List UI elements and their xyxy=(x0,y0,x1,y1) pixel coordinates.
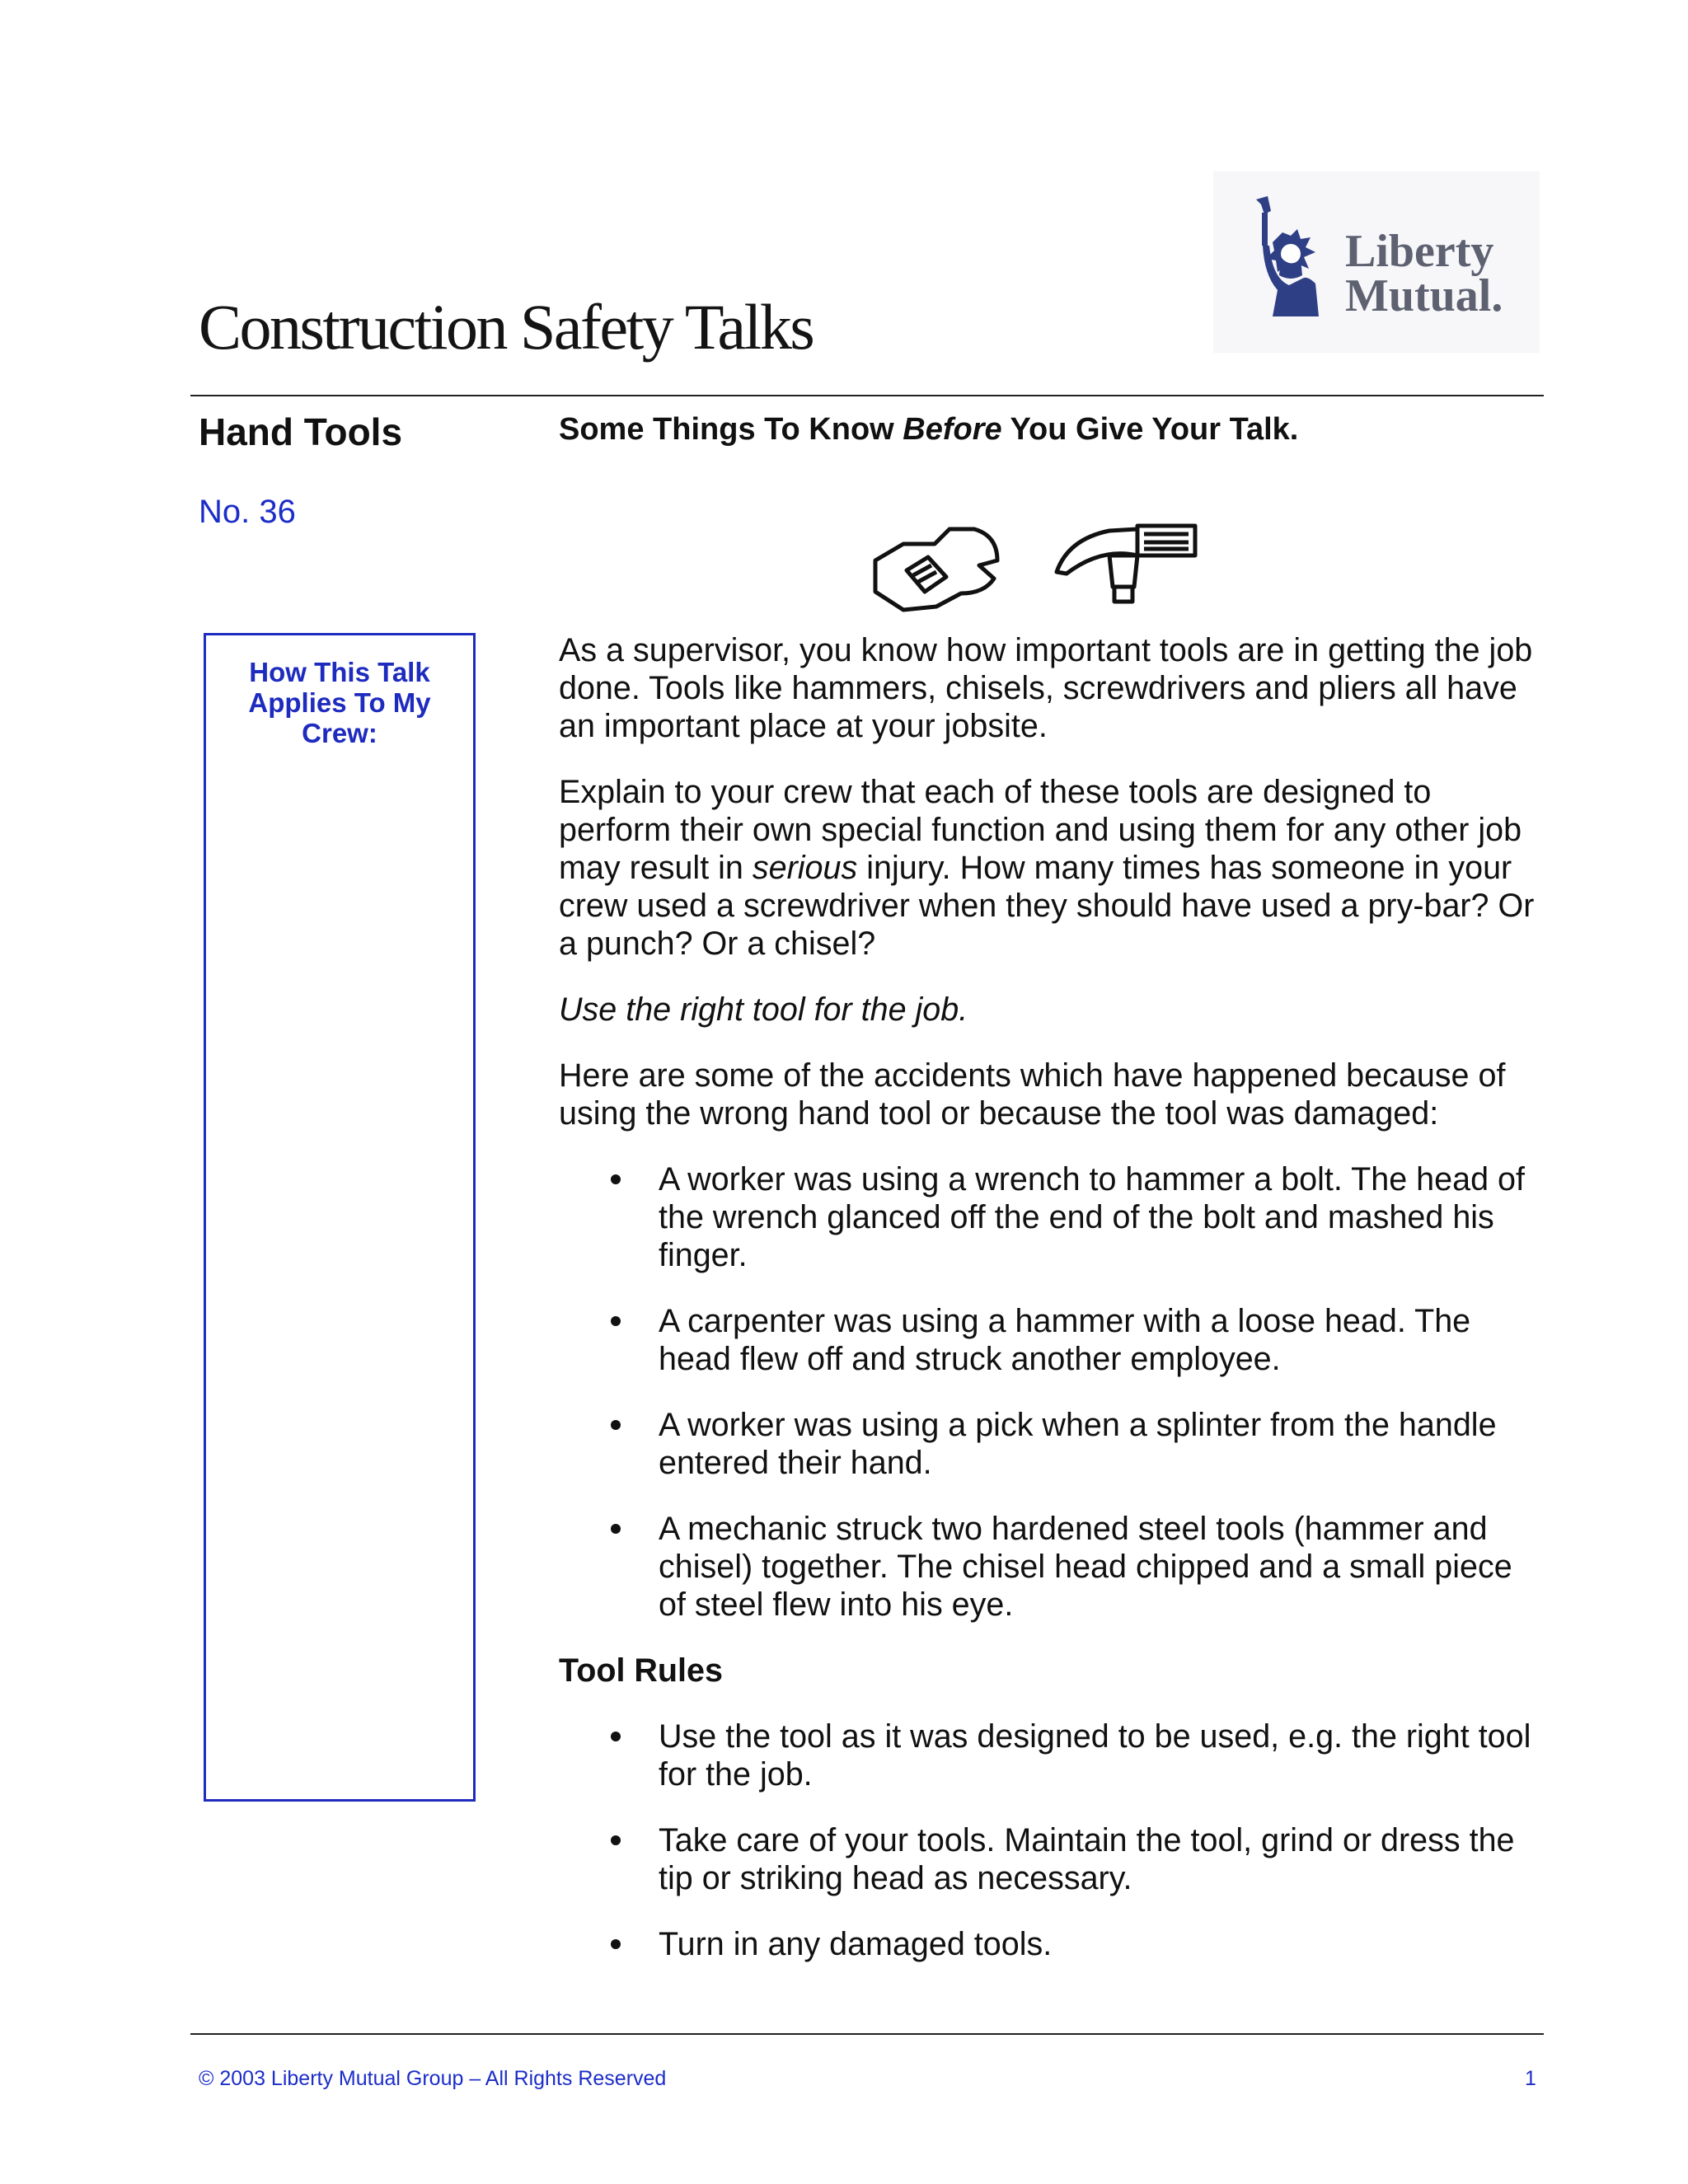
document-title: Construction Safety Talks xyxy=(199,291,814,363)
logo-line-2: Mutual. xyxy=(1345,270,1503,321)
crew-box-title-line-3: Crew: xyxy=(302,718,377,748)
tool-icons xyxy=(559,450,1548,631)
explain-after: injury. How many times has someone in your crew used a screwdriver when they should have used a pry-bar? Or a punch? Or a chisel? xyxy=(559,850,1535,962)
list-item-text: A mechanic struck two hardened steel tools (hammer and chisel) together. The chisel head chipped and a small piece of steel flew into his eye. xyxy=(659,1511,1512,1623)
bullet-icon xyxy=(611,1524,621,1534)
list-item-text: Take care of your tools. Maintain the tool, grind or dress the tip or striking head as necessary. xyxy=(659,1822,1515,1896)
crew-box-title-line-2: Applies To My xyxy=(248,687,431,718)
list-item xyxy=(559,1406,1548,1482)
copyright-notice: © 2003 Liberty Mutual Group – All Rights Reserved xyxy=(199,2067,667,2090)
bullet-icon xyxy=(611,1939,621,1949)
intro-paragraph: As a supervisor, you know how important tools are in getting the job done. Tools like hammers, chisels, screwdrivers and pliers all have an important place at your jobsite. xyxy=(559,632,1533,744)
crew-notes-box xyxy=(204,633,476,1802)
explain-before: Explain to your crew that each of these tools are designed to perform their own special function and using them for any other job may result in xyxy=(559,774,1522,886)
bullet-icon xyxy=(611,1316,621,1326)
list-item xyxy=(559,1160,1548,1274)
explain-emphasis: serious xyxy=(752,850,858,886)
hammer-icon xyxy=(1052,523,1208,605)
liberty-mutual-logo xyxy=(1213,171,1540,353)
list-item-text: A carpenter was using a hammer with a loose head. The head flew off and struck another employee. xyxy=(659,1303,1471,1377)
accidents-list xyxy=(559,1160,1548,1624)
crew-box-title-line-1: How This Talk xyxy=(249,657,430,687)
tool-rules-heading: Tool Rules xyxy=(559,1652,723,1689)
main-content xyxy=(559,409,1548,1991)
header-divider xyxy=(190,395,1544,396)
logo-wordmark xyxy=(1345,226,1503,321)
bullet-icon xyxy=(611,1835,621,1845)
talk-header-emphasis: Before xyxy=(903,412,1002,447)
crew-box-title xyxy=(206,657,473,748)
list-item xyxy=(559,1925,1548,1963)
tool-rules-list xyxy=(559,1718,1548,1963)
list-item xyxy=(559,1821,1548,1897)
talk-number: No. 36 xyxy=(199,494,296,530)
statue-of-liberty-icon xyxy=(1240,193,1339,325)
list-item xyxy=(559,1302,1548,1378)
talk-header-before: Some Things To Know xyxy=(559,412,903,447)
wrench-icon xyxy=(870,524,1010,615)
list-item-text: A worker was using a pick when a splinter from the handle entered their hand. xyxy=(659,1407,1497,1481)
footer-divider xyxy=(190,2033,1544,2035)
list-item-text: Use the tool as it was designed to be used, e.g. the right tool for the job. xyxy=(659,1718,1531,1793)
bullet-icon xyxy=(611,1174,621,1184)
list-item-text: Turn in any damaged tools. xyxy=(659,1926,1053,1962)
bullet-icon xyxy=(611,1420,621,1430)
right-tool-paragraph: Use the right tool for the job. xyxy=(559,991,968,1028)
logo-line-1: Liberty xyxy=(1345,226,1494,277)
section-title: Hand Tools xyxy=(199,410,403,453)
page-number: 1 xyxy=(1525,2067,1536,2090)
talk-header xyxy=(559,409,1548,450)
explain-paragraph xyxy=(559,773,1548,963)
bullet-icon xyxy=(611,1732,621,1741)
list-item-text: A worker was using a wrench to hammer a bolt. The head of the wrench glanced off the end of the bolt and mashed his finger. xyxy=(659,1161,1525,1273)
list-item xyxy=(559,1510,1548,1624)
list-item xyxy=(559,1718,1548,1793)
accidents-intro-paragraph: Here are some of the accidents which have happened because of using the wrong hand tool or because the tool was damaged: xyxy=(559,1057,1506,1132)
talk-header-after: You Give Your Talk. xyxy=(1001,412,1299,447)
